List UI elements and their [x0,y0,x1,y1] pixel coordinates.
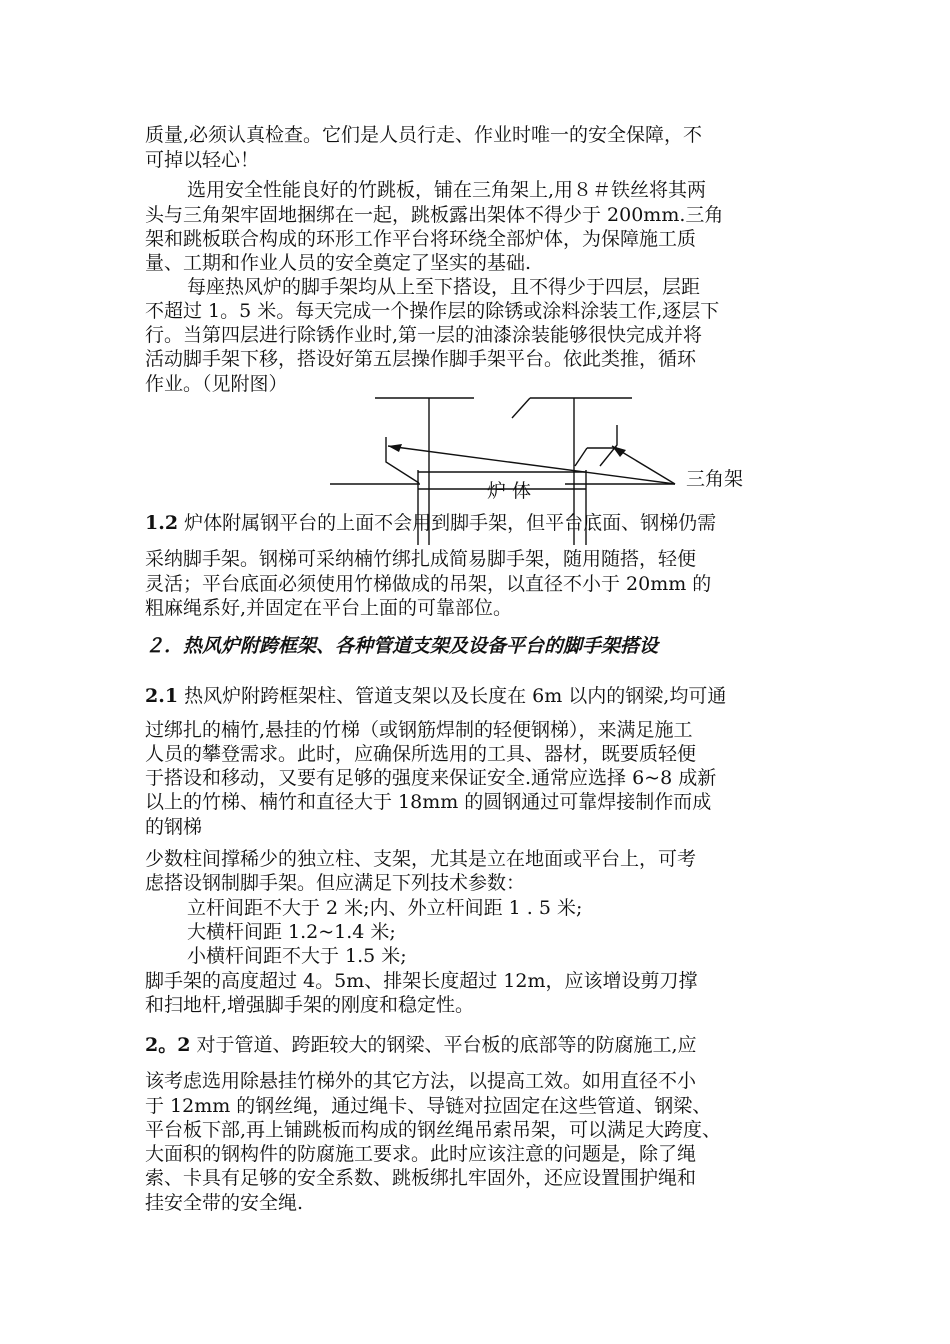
para3-line-4: 活动脚手架下移，搭设好第五层操作脚手架平台。依此类推，循环 [145,348,697,370]
section-2-2-number: 2。2 [145,1034,191,1056]
section-2-2-text-1: 对于管道、跨距较大的钢梁、平台板的底部等的防腐施工,应 [190,1034,697,1056]
furnace-label: 炉 体 [487,480,532,502]
section-1-2-line-3: 灵活；平台底面必须使用竹梯做成的吊架，以直径不小于 20mm 的 [145,573,712,595]
right-tripod-brace [575,448,587,466]
para3-line-5: 作业。（见附图） [145,373,288,395]
section-2-1-text-1: 热风炉附跨框架柱、管道支架以及长度在 6m 以内的钢梁,均可通 [178,685,727,707]
section-2-2-line-7: 挂安全带的安全绳. [145,1192,304,1214]
section-2-2-line-4: 平台板下部,再上铺跳板而构成的钢丝绳吊索吊架，可以满足大跨度、 [145,1119,722,1141]
leader-line-top [612,446,675,484]
para3-line-1: 每座热风炉的脚手架均从上至下搭设，且不得少于四层，层距 [187,276,701,298]
section-2-2-line-3: 于 12mm 的钢丝绳，通过绳卡、导链对拉固定在这些管道、钢梁、 [145,1095,712,1117]
para2-line-1: 选用安全性能良好的竹跳板，铺在三角架上,用８＃铁丝将其两 [187,179,707,201]
leader-line-left [388,446,675,484]
para1-line-2: 可掉以轻心！ [145,149,260,171]
section-2-2-line-5: 大面积的钢构件的防腐施工要求。此时应该注意的问题是，除了绳 [145,1143,697,1165]
section-2-1-line-2: 过绑扎的楠竹,悬挂的竹梯（或钢筋焊制的轻便钢梯），来满足施工 [145,719,693,741]
section-2-heading: ２．热风炉附跨框架、各种管道支架及设备平台的脚手架搭设 [145,635,659,657]
section-2-1-line-3: 人员的攀登需求。此时，应确保所选用的工具、器材，既要质轻便 [145,743,697,765]
section-2-1-line-1 [145,684,726,708]
right-tripod [600,425,617,466]
top-slash [512,398,530,418]
para3-line-3: 行。当第四层进行除锈作业时,第一层的油漆涂装能够很快完成并将 [145,324,703,346]
param-item: 大横杆间距 1.2~1.4 米; [187,921,396,943]
section-1-2-line-4: 粗麻绳系好,并固定在平台上面的可靠部位。 [145,597,513,619]
section-2-1-number: 2.1 [145,685,179,707]
section-2-1-line-6: 的钢梯 [145,816,203,838]
para3-line-2: 不超过 1。5 米。每天完成一个操作层的除锈或涂料涂装工作,逐层下 [145,300,720,322]
section-2-1-line-8: 虑搭设钢制脚手架。但应满足下列技术参数： [145,872,526,894]
section-2-2-line-6: 索、卡具有足够的安全系数、跳板绑扎牢固外，还应设置围护绳和 [145,1167,697,1189]
section-2-1-line-5: 以上的竹梯、楠竹和直径大于 18mm 的圆钢通过可靠焊接制作而成 [145,791,712,813]
param-item: 小横杆间距不大于 1.5 米; [187,945,407,967]
section-2-1-line-4: 于搭设和移动，又要有足够的强度来保证安全.通常应选择 6~8 成新 [145,767,717,789]
section-1-2-number: 1.2 [145,512,179,534]
para2-line-2: 头与三角架牢固地捆绑在一起，跳板露出架体不得少于 200mm.三角 [145,204,724,226]
section-2-2-line-2: 该考虑选用除悬挂竹梯外的其它方法，以提高工效。如用直径不小 [145,1070,697,1092]
section-1-2-line-2: 采纳脚手架。钢梯可采纳楠竹绑扎成简易脚手架，随用随搭，轻便 [145,548,697,570]
arrow-head-left [388,444,402,452]
left-tripod [386,437,419,483]
section-2-1-tail-line-1: 脚手架的高度超过 4。5m、排架长度超过 12m，应该增设剪刀撑 [145,970,698,992]
section-2-2-line-1 [145,1033,697,1057]
tripod-label: 三角架 [686,468,744,490]
para1-line-1: 质量,必须认真检查。它们是人员行走、作业时唯一的安全保障，不 [145,124,703,146]
para2-line-4: 量、工期和作业人员的安全奠定了坚实的基础. [145,252,532,274]
param-item: 立杆间距不大于 2 米;内、外立杆间距 1 . 5 米; [187,897,583,919]
arrow-head-right [612,446,626,457]
section-1-2-text-1: 炉体附属钢平台的上面不会用到脚手架，但平台底面、钢梯仍需 [178,512,717,534]
section-2-1-tail-line-2: 和扫地杆,增强脚手架的刚度和稳定性。 [145,994,475,1016]
section-2-1-line-7: 少数柱间撑稀少的独立柱、支架，尤其是立在地面或平台上，可考 [145,848,697,870]
para2-line-3: 架和跳板联合构成的环形工作平台将环绕全部炉体，为保障施工质 [145,228,697,250]
section-1-2-line-1 [145,511,716,535]
